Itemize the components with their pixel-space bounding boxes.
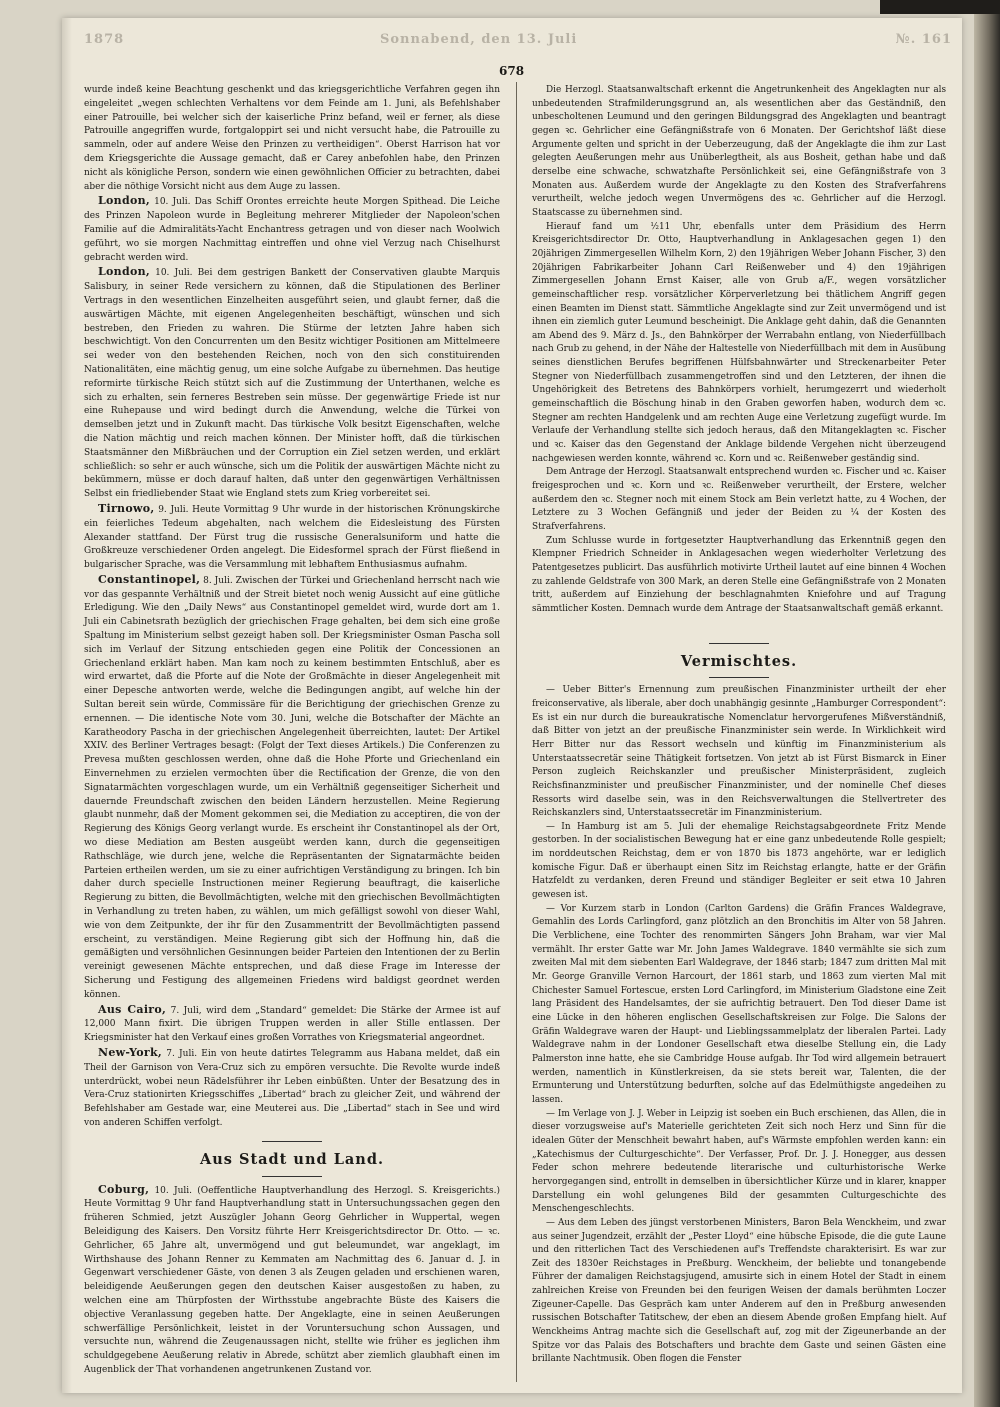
dateline: Coburg, — [98, 1182, 150, 1196]
section-rule — [262, 1176, 322, 1177]
article-paragraph — [84, 1003, 500, 1046]
left-column — [84, 84, 500, 1378]
scan-edge — [974, 0, 1000, 1407]
section-title-vermischtes: Vermischtes. — [680, 652, 798, 670]
article-paragraph — [84, 1183, 500, 1378]
article-paragraph: Die Herzogl. Staatsanwaltschaft erkennt die Angetrunkenheit des Angeklagten nur als unbedeutenden Strafmilderungsgrund an, als wesentlichen aber das Geständniß, den unbescholtenen Leumund und den geringen Bildungsgrad des Angeklagten und beantragt gegen ꝛc. Gehrlicher eine Gefängnißstrafe von 6 Monaten. Der Gerichtshof läßt diese Argumente gelten und spricht in der Ueberzeugung, daß der Angeklagte die ihm zur Last gelegten Aeußerungen mehr aus Unüberlegtheit, als aus Bosheit, gethan habe und daß derselbe eine schwache, schwatzhafte Persönlichkeit sei, eine Gefängnißstrafe von 3 Monaten aus. Außerdem wurde der Angeklagte zu den Kosten des Strafverfahrens verurtheilt, welche jedoch wegen Unvermögens des ꝛc. Gehrlicher auf die Herzogl. Staatscasse zu übernehmen sind. — [532, 85, 946, 218]
article-paragraph: Hierauf fand um ½11 Uhr, ebenfalls unter dem Präsidium des Herrn Kreisgerichtsdirector Dr. Otto, Hauptverhandlung in Anklagesachen gegen 1) den 20jährigen Zimmergesellen Wilhelm Korn, 2) den 19jährigen Weber Johann Fischer, 3) den 20jährigen Fabrikarbeiter Johann Carl Reißenweber und 4) den 19jährigen Zimmergesellen Johann Ernst Kaiser, alle von Grub a/F., wegen vorsätzlicher gemeinschaftlicher resp. vorsätzlicher Körperverletzung bei thätlichem Angriff gegen einen Beamten im Dienst statt. Sämmtliche Angeklagte sind zur Zeit unvermögend und ist ihnen ein ziemlich guter Leumund bescheinigt. Die Anklage geht dahin, daß die Genannten am Abend des 9. März d. Js., den Bahnkörper der Werrabahn entlang, von Niederfüllbach nach Grub zu gehend, in der Nähe der Haltestelle von Niederfüllbach mit dem in Ausübung seines dienstlichen Berufes begriffenen Hülfsbahnwärter und Streckenarbeiter Peter Stegner von Niederfüllbach zusammengetroffen sind und den Letzteren, der ihnen die Ungehörigkeit des Betretens des Bahnkörpers vorhielt, herumgezerrt und wiederholt gemeinschaftlich die Böschung hinab in den Graben geworfen haben, wodurch dem ꝛc. Stegner am rechten Handgelenk und am rechten Auge eine Verletzung zugefügt wurde. Im Verlaufe der Verhandlung stellte sich jedoch heraus, daß den Mitangeklagten ꝛc. Fischer und ꝛc. Kaiser das den Gegenstand der Anklage bildende Vergehen nicht überzeugend nachgewiesen werden konnte, während ꝛc. Korn und ꝛc. Reißenweber geständig sind. — [532, 221, 946, 464]
section-rule — [709, 643, 769, 644]
article-paragraph — [84, 1046, 500, 1131]
article-paragraph: Zum Schlusse wurde in fortgesetzter Hauptverhandlung das Erkenntniß gegen den Klempner Friedrich Schneider in Anklagesachen wegen wiederholter Verletzung des Patentgesetzes publicirt. Das ausführlich motivirte Urtheil lautet auf eine binnen 4 Wochen zu zahlende Geldstrafe von 300 Mark, an deren Stelle eine Gefängnißstrafe von 2 Monaten tritt, außerdem auf Einziehung der beschlagnahmten Kniefohre und auf Tragung sämmtlicher Kosten. Demnach wurde dem Antrage der Staatsanwaltschaft gemäß erkannt. — [532, 535, 946, 614]
page-number: 678 — [499, 64, 525, 78]
section-rule — [262, 1141, 322, 1142]
article-paragraph — [84, 502, 500, 573]
dateline: London, — [98, 265, 151, 279]
dateline: Tirnowo, — [98, 501, 155, 515]
article-paragraph — [84, 573, 500, 1003]
article-text: 10. Juli. (Oeffentliche Hauptverhandlung des Herzogl. S. Kreisgerichts.) Heute Vormittag 9 Uhr fand Hauptverhandlung statt in Untersuchungssachen gegen den früheren Schmied, jetzt Auszügler Johann Georg Gehrlicher in Wuppertal, wegen Beleidigung des Kaisers. Den Vorsitz führte Herr Kreisgerichtsdirector Dr. Otto. — ꝛc. Gehrlicher, 65 Jahre alt, unvermögend und gut beleumundet, war angeklagt, im Wirthshause des Johann Renner zu Kemmaten am Nachmittag des 6. Januar d. J. in Gegenwart verschiedener Gäste, von denen 3 als Zeugen geladen und erschienen waren, beleidigende Aeußerungen gegen den deutschen Kaiser ausgestoßen zu haben, zu welchen eine am Thürpfosten der Wirthsstube angebrachte Büste des Kaisers die objective Veranlassung gegeben hatte. Der Angeklagte, eine in seinen Aeußerungen schwerfällige Persönlichkeit, leistet in der Voruntersuchung schon Aussagen, und versuchte nun, während die Zeugenaussagen nicht, stellte wie früher es jeglichen ihm schuldgegebene Aeußerung relativ in Abrede, schützt aber ziemlich glaubhaft einen im Augenblick der That vorhandenen angetrunkenen Zustand vor. — [84, 1185, 500, 1375]
section-title-stadt-und-land: Aus Stadt und Land. — [199, 1150, 385, 1168]
article-text: 7. Juli. Ein von heute datirtes Telegramm aus Habana meldet, daß ein Theil der Garnison von Vera-Cruz sich zu empören versuchte. Die Revolte wurde indeß unterdrückt, wobei neun Rädelsführer ihr Leben einbüßten. Unter der Besatzung des in Vera-Cruz stationirten Kriegsschiffes „Libertad“ brach zu gleicher Zeit, und während der Befehlshaber am Gestade war, eine Meuterei aus. Die „Libertad“ stach in See und wird von anderen Schiffen verfolgt. — [84, 1048, 500, 1128]
article-text: 9. Juli. Heute Vormittag 9 Uhr wurde in der historischen Krönungskirche ein feierliches Tedeum abgehalten, nach welchem die Eidesleistung des Fürsten Alexander stattfand. Der Fürst trug die russische Generalsuniform und hatte die Großkreuze verschiedener Orden angelegt. Die Eidesformel sprach der Fürst fließend in bulgarischer Sprache, was die Versammlung mit lebhaftem Enthusiasmus aufnahm. — [84, 504, 500, 571]
article-paragraph: wurde indeß keine Beachtung geschenkt und das kriegsgerichtliche Verfahren gegen ihn eingeleitet „wegen schlechten Verhaltens vor dem Feinde am 1. Juni, als Befehlshaber einer Patrouille, bei welcher sich der kaiserliche Prinz befand, weil er ferner, als diese Patrouille angegriffen wurde, fortgaloppirt sei und nicht versucht habe, die Patrouille zu sammeln, oder auf andere Weise den Prinzen zu vertheidigen“. Oberst Harrison hat vor dem Kriegsgerichte die Aussage gemacht, daß er Carey anbefohlen habe, den Prinzen nicht als königliche Person, sondern wie einen gewöhnlichen Officier zu betrachten, dabei aber die nöthige Vorsicht nicht aus dem Auge zu lassen. — [84, 85, 500, 192]
article-text: 10. Juli. Bei dem gestrigen Bankett der Conservativen glaubte Marquis Salisbury, in seiner Rede versichern zu können, daß die Stipulationen des Berliner Vertrags in den wesentlichen Einzelheiten ausgeführt seien, und glaubt ferner, daß die auswärtigen Mächte, mit eigenen Angelegenheiten beschäftigt, wünschen und sich bestreben, den Frieden zu wahren. Die Stürme der letzten Jahre haben sich beschwichtigt. Von den Concurrenten um den Besitz wichtiger Positionen am Mittelmeere sei weder von den bestehenden Reichen, noch von den sich constituirenden Nationalitäten, eine mächtig genug, um eine solche Aufgabe zu übernehmen. Das heutige reformirte türkische Reich stützt sich auf die Zustimmung der Unterthanen, welche es sich zu erhalten, sein ferneres Bestreben sein müsse. Der gegenwärtige Friede ist nur eine Ruhepause und wird bedingt durch die Anwendung, welche die Türkei von demselben jetzt und in Zukunft macht. Das türkische Volk besitzt Eigenschaften, welche die Nation mächtig und reich machen können. Der Minister hofft, daß die türkischen Staatsmänner den Mißbräuchen und der Corruption ein Ziel setzen werden, und erklärt schließlich: so sehr er auch wünsche, sich um die Politik der auswärtigen Mächte nicht zu bekümmern, müsse er doch darauf halten, daß unter den gegenwärtigen Verhältnissen Selbst ein friedliebender Staat wie England stets zum Krieg vorbereitet sei. — [84, 268, 500, 500]
article-paragraph: — In Hamburg ist am 5. Juli der ehemalige Reichstagsabgeordnete Fritz Mende gestorben. In der socialistischen Bewegung hat er eine ganz unbedeutende Rolle gespielt; im norddeutschen Reichstag, dem er von 1870 bis 1873 angehörte, war er lediglich komische Figur. Daß er überhaupt einen Sitz im Reichstag erlangte, hatte er der Gräfin Hatzfeldt zu verdanken, deren Freund und ständiger Begleiter er seit etwa 10 Jahren gewesen ist. — [532, 821, 946, 901]
faded-date: Sonnabend, den 13. Juli — [380, 32, 578, 47]
article-paragraph: — Ueber Bitter's Ernennung zum preußischen Finanzminister urtheilt der eher freiconservative, als liberale, aber doch unabhängig gesinnte „Hamburger Correspondent“: Es ist ein nur durch die bureaukratische Nomenclatur hervorgerufenes Mißverständniß, daß Bitter von jetzt an der preußische Finanzminister sein werde. In Wirklichkeit wird Herr Bitter nur das Ressort wechseln und künftig im Finanzministerium als Unterstaatssecretär seine Thätigkeit fortsetzen. Von jetzt ab ist Fürst Bismarck in Einer Person zugleich Reichskanzler und preußischer Ministerpräsident, zugleich Reichsfinanzminister und preußischer Finanzminister, und der nominelle Chef dieses Ressorts wird daselbe sein, was in den Reichsverwaltungen die Stellvertreter des Reichskanzlers sind, Unterstaatssecretär im Finanzministerium. — [532, 685, 946, 819]
column-divider — [516, 82, 517, 1382]
dateline: London, — [98, 194, 151, 208]
article-paragraph — [84, 265, 500, 502]
article-paragraph: — Vor Kurzem starb in London (Carlton Gardens) die Gräfin Frances Waldegrave, Gemahlin des Lords Carlingford, ganz plötzlich an den Bronchitis im Alter von 58 Jahren. Die Verblichene, eine Tochter des renommirten Sängers John Braham, war vier Mal vermählt. Ihr erster Gatte war Mr. John James Waldegrave. 1840 vermählte sie sich zum zweiten Mal mit dem siebenten Earl Waldegrave, der 1846 starb; 1847 zum dritten Mal mit Mr. George Granville Vernon Harcourt, der 1861 starb, und 1863 zum vierten Mal mit Chichester Samuel Fortescue, ersten Lord Carlingford, im Ministerium Gladstone eine Zeit lang Präsident des Handelsamtes, der sie aufrichtig betrauert. Den Tod dieser Dame ist eine Lücke in den höheren englischen Gesellschaftskreisen zur Folge. Die Salons der Gräfin Waldegrave waren der Haupt- und Lieblingssammelplatz der liberalen Partei. Lady Waldegrave nahm in der Londoner Gesellschaft etwa dieselbe Stellung ein, die Lady Palmerston inne hatte, ehe sie Cambridge House aufgab. Ihr Tod wird allgemein betrauert werden, namentlich in Künstlerkreisen, da sie stets bereit war, Talenten, die der Ermunterung und Unterstützung bedurften, solche auf das Edelmüthigste angedeihen zu lassen. — [532, 903, 946, 1105]
faded-year: 1878 — [84, 32, 125, 47]
article-paragraph: Dem Antrage der Herzogl. Staatsanwalt entsprechend wurden ꝛc. Fischer und ꝛc. Kaiser freigesprochen und ꝛc. Korn und ꝛc. Reißenweber verurtheilt, der Erstere, welcher außerdem den ꝛc. Stegner noch mit einem Stock am Bein verletzt hatte, zu 4 Wochen, der Letztere zu 3 Wochen Gefängniß und jeder der Beiden zu ¼ der Kosten des Strafverfahrens. — [532, 467, 946, 532]
article-text: 10. Juli. Das Schiff Orontes erreichte heute Morgen Spithead. Die Leiche des Prinzen Napoleon wurde in Begleitung mehrerer Mitglieder der Napoleon'schen Familie auf die Admiralitäts-Yacht Enchantress getragen und von dieser nach Woolwich geführt, wo sie morgen Nachmittag eintreffen und ohne viel Verzug nach Chiselhurst gebracht werden wird. — [84, 197, 500, 263]
dateline: Aus Cairo, — [98, 1002, 167, 1016]
article-text: 7. Juli, wird dem „Standard“ gemeldet: Die Stärke der Armee ist auf 12,000 Mann fixirt. Die übrigen Truppen werden in aller Stille entlassen. Der Kriegsminister hat den Verkauf eines großen Vorrathes von Kriegsmaterial angeordnet. — [84, 1005, 500, 1044]
newspaper-page — [62, 18, 962, 1393]
scan-corner — [880, 0, 1000, 14]
faded-issue-number: №. 161 — [895, 32, 952, 47]
article-paragraph: — Aus dem Leben des jüngst verstorbenen Ministers, Baron Bela Wenckheim, und zwar aus seiner Jugendzeit, erzählt der „Pester Lloyd“ eine hübsche Episode, die die gute Laune und den ritterlichen Tact des Verschiedenen auf's Treffendste charakterisirt. Es war zur Zeit des 1830er Reichstages in Preßburg. Wenckheim, der beliebte und tonangebende Führer der damaligen Reichstagsjugend, amusirte sich in einem Hotel der Stadt in einem zahlreichen Kreise von Freunden bei den feurigen Weisen der damals berühmten Loczer Zigeuner-Capelle. Das Gespräch kam unter Anderem auf den in Preßburg anwesenden russischen Botschafter Tatitschew, der eben an diesem Abende großen Empfang hielt. Auf Wenckheims Antrag machte sich die Gesellschaft auf, zog mit der Zigeunerbande an der Spitze vor das Palais des Botschafters und brachte dem Gaste und seinen Gästen eine brillante Nachtmusik. Oben flogen die Fenster — [532, 1217, 946, 1365]
page-header — [62, 18, 962, 58]
page-gutter-shadow — [62, 18, 72, 1393]
article-text: 8. Juli. Zwischen der Türkei und Griechenland herrscht nach wie vor das gespannte Verhältniß und der Streit bietet noch wenig Aussicht auf eine gütliche Erledigung. Wie den „Daily News“ aus Constantinopel gemeldet wird, wurde dort am 1. Juli ein Cabinetsrath bezüglich der griechischen Frage gehalten, bei dem sich eine große Spaltung im Ministerium selbst gezeigt haben soll. Der Kriegsminister Osman Pascha soll sich im Verlauf der Sitzung entschieden gegen eine Politik der Concessionen an Griechenland erklärt haben. Man kam noch zu keinem bestimmten Entschluß, aber es wird erwartet, daß die Pforte auf die Note der Großmächte in dieser Angelegenheit mit einer Depesche antworten werde, welche die Bedingungen angibt, auf welche hin der Sultan bereit sein würde, Commissäre für die Berichtigung der griechischen Grenze zu ernennen. — Die identische Note vom 30. Juni, welche die Botschafter der Mächte an Karatheodory Pascha in der griechischen Angelegenheit überreichten, lautet: Der Artikel XXIV. des Berliner Vertrages besagt: (Folgt der Text dieses Artikels.) Die Conferenzen zu Prevesa mußten geschlossen werden, ohne daß die Hohe Pforte und Griechenland ein Einvernehmen zu erzielen vermochten über die Rectification der Grenze, die von den Signatarmächten vorgeschlagen wurde, um ein Verhältniß gegenseitiger Sicherheit und dauernde Freundschaft zwischen den beiden Ländern herzustellen. Meine Regierung glaubt nunmehr, daß der Moment gekommen sei, die Mediation zu acceptiren, die von der Regierung des Königs Georg verlangt wurde. Es erscheint ihr Constantinopel als der Ort, wo diese Mediation am Besten ausgeübt werden kann, durch die gegenseitigen Rathschläge, wie durch jene, welche die Repräsentanten der Signatarmächte beiden Parteien ertheilen werden, um sie zu einer aufrichtigen Verständigung zu bringen. Ich bin daher durch specielle Instructionen meiner Regierung beauftragt, die kaiserliche Regierung zu bitten, die Bevollmächtigten, welche mit den griechischen Bevollmächtigten in Verhandlung zu treten haben, zu wählen, um mich gefälligst sowohl von dieser Wahl, wie von dem Zeitpunkte, der ihr für den Zusammentritt der Bevollmächtigten passend erscheint, zu verständigen. Meine Regierung gibt sich der Hoffnung hin, daß die gemäßigten und versöhnlichen Gesinnungen beider Parteien den Intentionen der zu Berlin vereinigt gewesenen Mächte entsprechen, und daß diese Frage im Interesse der Sicherung und Festigung des allgemeinen Friedens wird baldigst geordnet werden können. — [84, 575, 500, 1000]
article-paragraph — [84, 194, 500, 265]
dateline: New-York, — [98, 1045, 163, 1059]
article-paragraph: — Im Verlage von J. J. Weber in Leipzig ist soeben ein Buch erschienen, das Allen, die in dieser vorzugsweise auf's Materielle gerichteten Zeit sich noch Herz und Sinn für die idealen Güter der Menschheit bewahrt haben, auf's Wärmste empfohlen werden kann: ein „Katechismus der Culturgeschichte“. Der Verfasser, Prof. Dr. J. J. Honegger, aus dessen Feder schon mehrere bedeutende literarische und culturhistorische Werke hervorgegangen sind, entrollt in demselben in übersichtlicher Kürze und in klarer, knapper Darstellung ein wohl gelungenes Bild der gesammten Culturgeschichte des Menschengeschlechts. — [532, 1108, 946, 1215]
dateline: Constantinopel, — [98, 572, 201, 586]
right-column — [532, 84, 946, 1367]
section-rule — [709, 677, 769, 678]
